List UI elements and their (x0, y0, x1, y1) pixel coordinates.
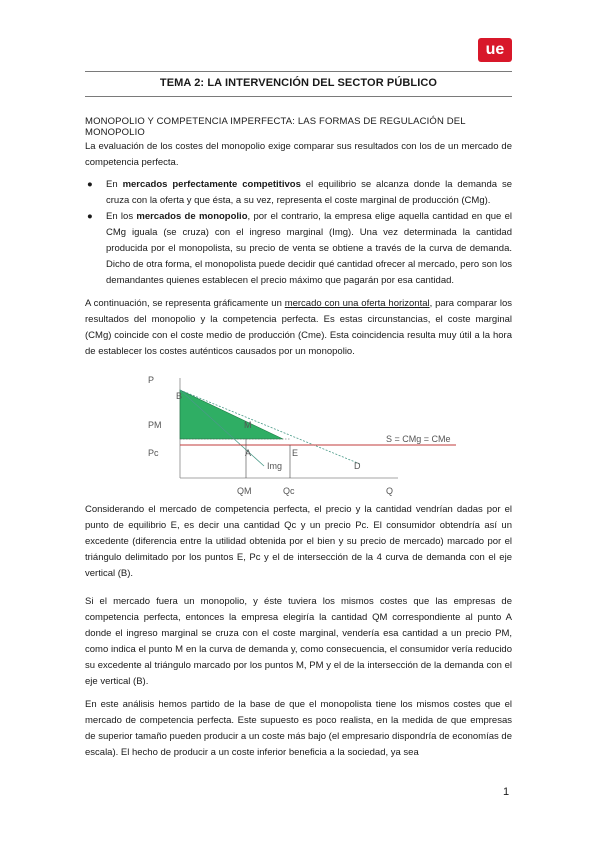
point-label-b: B (176, 391, 183, 401)
label-supply: S = CMg = CMe (386, 434, 451, 444)
paragraph-monopoly: Si el mercado fuera un monopolio, y éste tuviera los mismos costes que las empresas de competencia perfecta, entonces la empresa elegiría la cantidad QM correspondiente al punto A donde el ingreso marginal se cruza con el coste marginal, vendería esa cantidad a un precio PM, como indica el punto M en la curva de demanda y, como consecuencia, el consumidor vería reducido su excedente al triángulo marcado por los puntos M, PM y el de la intersección de la demanda con el eje vertical (B). (85, 596, 512, 687)
price-label-pm: PM (148, 420, 162, 430)
monopoly-chart (140, 368, 470, 498)
header-rule-bottom (85, 96, 512, 97)
quantity-label-qm: QM (237, 486, 252, 496)
section-heading: MONOPOLIO Y COMPETENCIA IMPERFECTA: LAS FORMAS DE REGULACIÓN DEL MONOPOLIO (85, 116, 466, 138)
paragraph-horizontal-supply: A continuación, se representa gráficamente un mercado con una oferta horizontal, para comparar los resultados del monopolio y la competencia perfecta. Es estas circunstancias, el coste marginal (CMg) coincide con el coste medio de producción (Cme). Esta coincidencia resulta muy útil a la hora de establecer los costes auténticos causados por un monopolio. (85, 298, 513, 357)
bullet-icon: ● (87, 211, 93, 222)
axis-label-q: Q (386, 486, 394, 496)
brand-logo: ue (478, 38, 512, 62)
intro-paragraph: La evaluación de los costes del monopolio exige comparar sus resultados con los de un mercado de competencia perfecta. (85, 141, 512, 168)
paragraph-perfect-competition: Considerando el mercado de competencia perfecta, el precio y la cantidad vendrían dadas por el punto de equilibrio E, es decir una cantidad Qc y un precio Pc. El consumidor obtendría así un excedente (diferencia entre la utilidad obtenida por el bien y su precio de mercado) marcado por el triángulo delimitado por los puntos E, Pc y el de intersección de la 4 curva de demanda con el eje vertical (B). (85, 504, 512, 579)
point-label-a: A (245, 448, 252, 458)
axis-label-p: P (148, 375, 155, 385)
point-label-d: D (354, 461, 361, 471)
list-item: ● En los mercados de monopolio, por el contrario, la empresa elige aquella cantidad en que el CMg iguala (se cruza) con el ingreso marginal (Img). Una vez determinada la cantidad producida por el monopolista, su precio de venta se obtiene a través de la curva de demanda. Dicho de otra forma, el monopolista puede decidir qué cantidad ofrecer al mercado, pero son los demandantes quienes establecen el precio máximo que pagarán por esa cantidad. (87, 211, 512, 286)
page-title: TEMA 2: LA INTERVENCIÓN DEL SECTOR PÚBLICO (159, 77, 438, 89)
bullet-list (85, 177, 512, 289)
quantity-label-qc: Qc (283, 486, 295, 496)
price-label-pc: Pc (148, 448, 159, 458)
consumer-surplus-area (180, 390, 283, 439)
paragraph-costs: En este análisis hemos partido de la base de que el monopolista tiene los mismos costes que el mercado de competencia perfecta. Este supuesto es poco realista, en la medida de que empresas de superior tamaño pueden producir a un coste más bajo (el empresario dispondría de economías de escala). El hecho de producir a un coste inferior beneficia a la sociedad, ya sea (85, 699, 512, 758)
list-item: ● En mercados perfectamente competitivos el equilibrio se alcanza donde la demanda se cruza con la oferta y que ésta, a su vez, representa el coste marginal de producción (CMg). (87, 179, 512, 206)
label-img: Img (267, 461, 283, 471)
page-number: 1 (503, 786, 510, 798)
bullet-icon: ● (87, 179, 93, 190)
point-label-e: E (292, 448, 299, 458)
point-label-m: M (244, 420, 252, 430)
header-rule-top (85, 71, 512, 72)
